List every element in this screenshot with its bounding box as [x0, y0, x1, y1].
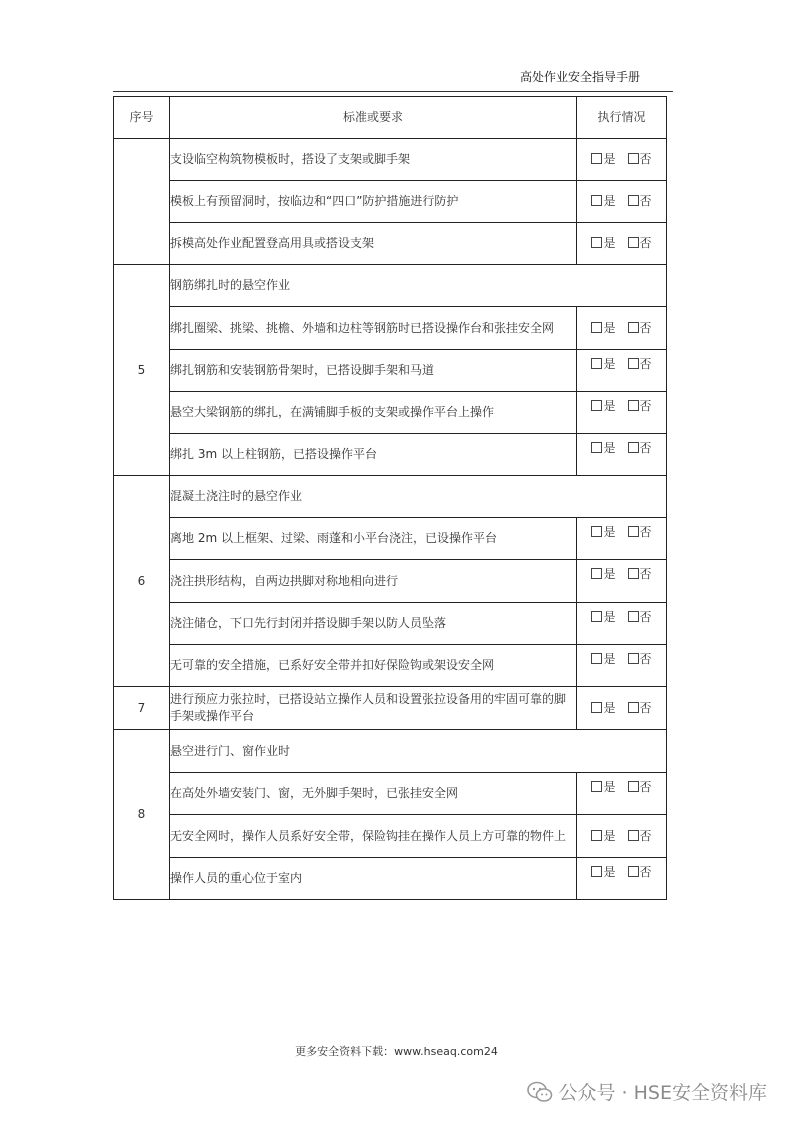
no-label: 否 — [639, 441, 652, 455]
no-label: 否 — [639, 610, 652, 624]
requirement-cell: 离地 2m 以上框架、过梁、雨蓬和小平台浇注，已设操作平台 — [170, 518, 577, 560]
no-checkbox[interactable] — [628, 702, 639, 713]
yes-label: 是 — [603, 236, 616, 250]
yes-label: 是 — [603, 610, 616, 624]
no-label: 否 — [639, 236, 652, 250]
requirement-cell: 模板上有预留洞时，按临边和“四口”防护措施进行防护 — [170, 181, 577, 223]
no-label: 否 — [639, 357, 652, 371]
table-row — [114, 139, 667, 181]
yes-checkbox[interactable] — [591, 781, 602, 792]
yes-checkbox[interactable] — [591, 322, 602, 333]
yes-label: 是 — [603, 525, 616, 539]
table-row — [114, 392, 667, 434]
status-cell — [577, 560, 667, 603]
requirement-cell: 浇注储仓，下口先行封闭并搭设脚手架以防人员坠落 — [170, 603, 577, 645]
table-row — [114, 434, 667, 476]
yes-label: 是 — [603, 828, 616, 843]
yes-checkbox[interactable] — [591, 611, 602, 622]
yes-checkbox[interactable] — [591, 442, 602, 453]
no-label: 否 — [639, 828, 652, 843]
no-checkbox[interactable] — [628, 153, 639, 164]
status-cell — [577, 350, 667, 392]
group-title-cell: 混凝土浇注时的悬空作业 — [170, 476, 667, 518]
yes-checkbox[interactable] — [591, 400, 602, 411]
requirement-cell: 拆模高处作业配置登高用具或搭设支架 — [170, 223, 577, 265]
header-execution-status: 执行情况 — [577, 97, 667, 139]
no-checkbox[interactable] — [628, 830, 639, 841]
table-row — [114, 773, 667, 815]
yes-label: 是 — [603, 652, 616, 666]
checklist-body — [114, 139, 667, 900]
table-row — [114, 350, 667, 392]
table-row — [114, 181, 667, 223]
table-row — [114, 223, 667, 265]
no-label: 否 — [639, 152, 652, 166]
no-label: 否 — [639, 780, 652, 794]
requirement-cell: 进行预应力张拉时，已搭设站立操作人员和设置张拉设备用的牢固可靠的脚手架或操作平台 — [170, 687, 577, 730]
document-header-title: 高处作业安全指导手册 — [520, 70, 641, 84]
yes-checkbox[interactable] — [591, 237, 602, 248]
header-serial-number: 序号 — [114, 97, 170, 139]
status-cell — [577, 687, 667, 730]
table-row — [114, 560, 667, 603]
status-cell — [577, 603, 667, 645]
group-header-row — [114, 476, 667, 518]
no-checkbox[interactable] — [628, 400, 639, 411]
table-row — [114, 687, 667, 730]
yes-label: 是 — [603, 865, 616, 879]
yes-checkbox[interactable] — [591, 153, 602, 164]
requirement-cell: 绑扎钢筋和安装钢筋骨架时，已搭设脚手架和马道 — [170, 350, 577, 392]
group-header-row — [114, 265, 667, 307]
status-cell — [577, 223, 667, 265]
table-row — [114, 645, 667, 687]
yes-label: 是 — [603, 441, 616, 455]
safety-checklist-table — [113, 96, 667, 900]
table-row — [114, 518, 667, 560]
status-cell — [577, 434, 667, 476]
status-cell — [577, 307, 667, 350]
status-cell — [577, 815, 667, 858]
table-row — [114, 307, 667, 350]
no-checkbox[interactable] — [628, 866, 639, 877]
yes-checkbox[interactable] — [591, 653, 602, 664]
header-standard-requirement: 标准或要求 — [170, 97, 577, 139]
serial-number-cell: 7 — [114, 687, 170, 730]
no-label: 否 — [639, 525, 652, 539]
no-label: 否 — [639, 194, 652, 208]
requirement-cell: 悬空大梁钢筋的绑扎，在满铺脚手板的支架或操作平台上操作 — [170, 392, 577, 434]
wechat-icon — [527, 1081, 553, 1103]
status-cell — [577, 645, 667, 687]
status-cell — [577, 773, 667, 815]
no-checkbox[interactable] — [628, 781, 639, 792]
requirement-cell: 支设临空构筑物模板时，搭设了支架或脚手架 — [170, 139, 577, 181]
no-checkbox[interactable] — [628, 568, 639, 579]
yes-label: 是 — [603, 399, 616, 413]
serial-number-cell: 8 — [114, 730, 170, 900]
table-row — [114, 603, 667, 645]
yes-label: 是 — [603, 152, 616, 166]
yes-label: 是 — [603, 700, 616, 715]
no-label: 否 — [639, 865, 652, 879]
watermark-text: 公众号 · HSE安全资料库 — [558, 1082, 767, 1104]
requirement-cell: 操作人员的重心位于室内 — [170, 858, 577, 900]
requirement-cell: 绑扎圈梁、挑梁、挑檐、外墙和边柱等钢筋时已搭设操作台和张挂安全网 — [170, 307, 577, 350]
no-checkbox[interactable] — [628, 322, 639, 333]
no-checkbox[interactable] — [628, 442, 639, 453]
no-checkbox[interactable] — [628, 611, 639, 622]
requirement-cell: 无可靠的安全措施，已系好安全带并扣好保险钩或架设安全网 — [170, 645, 577, 687]
table-row — [114, 858, 667, 900]
serial-number-cell — [114, 139, 170, 265]
group-title-cell: 钢筋绑扎时的悬空作业 — [170, 265, 667, 307]
no-label: 否 — [639, 399, 652, 413]
yes-label: 是 — [603, 357, 616, 371]
status-cell — [577, 139, 667, 181]
yes-checkbox[interactable] — [591, 526, 602, 537]
yes-checkbox[interactable] — [591, 195, 602, 206]
group-header-row — [114, 730, 667, 773]
no-label: 否 — [639, 320, 652, 335]
no-label: 否 — [639, 700, 652, 715]
yes-checkbox[interactable] — [591, 866, 602, 877]
no-checkbox[interactable] — [628, 526, 639, 537]
yes-checkbox[interactable] — [591, 702, 602, 713]
yes-label: 是 — [603, 567, 616, 581]
no-checkbox[interactable] — [628, 653, 639, 664]
status-cell — [577, 181, 667, 223]
no-label: 否 — [639, 652, 652, 666]
serial-number-cell: 5 — [114, 265, 170, 476]
group-title-cell: 悬空进行门、窗作业时 — [170, 730, 667, 773]
no-checkbox[interactable] — [628, 358, 639, 369]
footer-download-note: 更多安全资料下载：www.hseaq.com24 — [295, 1045, 498, 1058]
yes-checkbox[interactable] — [591, 830, 602, 841]
watermark — [527, 1078, 767, 1105]
no-label: 否 — [639, 567, 652, 581]
yes-checkbox[interactable] — [591, 358, 602, 369]
table-header-row — [114, 97, 667, 139]
status-cell — [577, 392, 667, 434]
status-cell — [577, 518, 667, 560]
serial-number-cell: 6 — [114, 476, 170, 687]
yes-label: 是 — [603, 320, 616, 335]
requirement-cell: 无安全网时，操作人员系好安全带，保险钩挂在操作人员上方可靠的物件上 — [170, 815, 577, 858]
requirement-cell: 浇注拱形结构，自两边拱脚对称地相向进行 — [170, 560, 577, 603]
table-row — [114, 815, 667, 858]
status-cell — [577, 858, 667, 900]
no-checkbox[interactable] — [628, 195, 639, 206]
requirement-cell: 绑扎 3m 以上柱钢筋，已搭设操作平台 — [170, 434, 577, 476]
requirement-cell: 在高处外墙安装门、窗，无外脚手架时，已张挂安全网 — [170, 773, 577, 815]
no-checkbox[interactable] — [628, 237, 639, 248]
yes-checkbox[interactable] — [591, 568, 602, 579]
yes-label: 是 — [603, 780, 616, 794]
yes-label: 是 — [603, 194, 616, 208]
header-divider — [113, 91, 673, 92]
